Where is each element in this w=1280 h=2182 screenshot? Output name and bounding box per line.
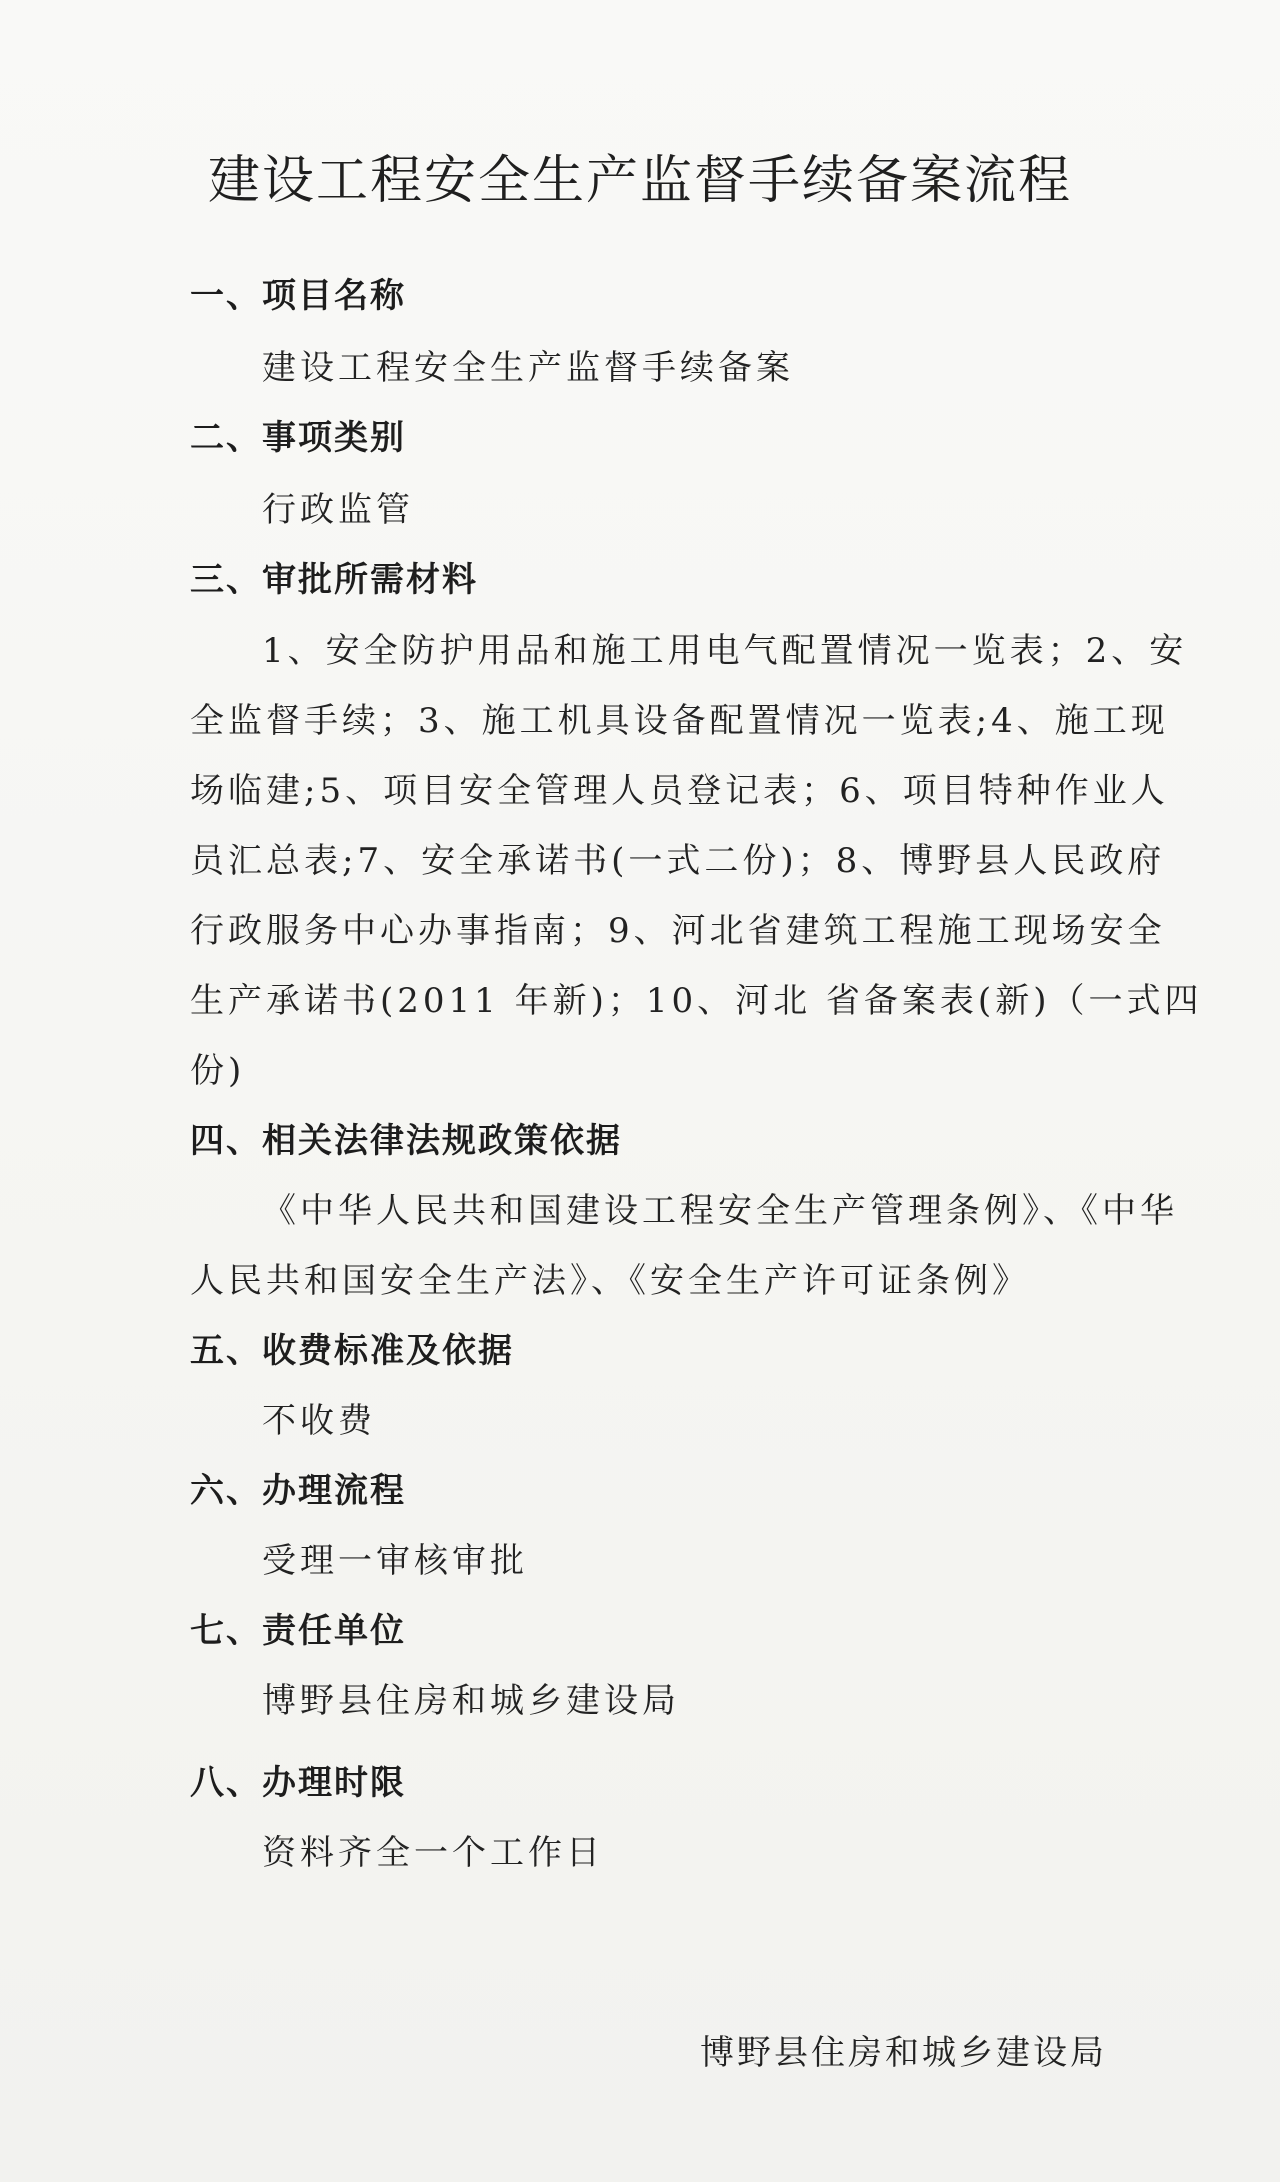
section-content-fees: 不收费 xyxy=(262,1401,376,1441)
section-heading-fees: 五、收费标准及依据 xyxy=(190,1331,514,1371)
materials-line: 场临建;5、项目安全管理人员登记表；6、项目特种作业人 xyxy=(190,771,1169,811)
materials-line: 员汇总表;7、安全承诺书(一式二份)；8、博野县人民政府 xyxy=(190,841,1166,881)
section-content-category: 行政监管 xyxy=(262,490,414,530)
materials-line: 生产承诺书(2011 年新)；10、河北 省备案表(新)（一式四 xyxy=(190,981,1203,1021)
materials-line: 1、安全防护用品和施工用电气配置情况一览表；2、安 xyxy=(262,631,1188,671)
section-heading-process: 六、办理流程 xyxy=(190,1471,406,1511)
document-title: 建设工程安全生产监督手续备案流程 xyxy=(207,151,1072,211)
section-heading-category: 二、事项类别 xyxy=(190,418,406,458)
materials-line: 行政服务中心办事指南；9、河北省建筑工程施工现场安全 xyxy=(190,911,1166,951)
section-content-process: 受理一审核审批 xyxy=(262,1541,528,1581)
signature-issuer: 博野县住房和城乡建设局 xyxy=(700,2033,1107,2073)
section-heading-responsible-unit: 七、责任单位 xyxy=(190,1611,406,1651)
section-heading-materials: 三、审批所需材料 xyxy=(190,560,478,600)
legal-basis-line: 《中华人民共和国建设工程安全生产管理条例》、《中华 xyxy=(262,1191,1178,1231)
materials-line: 全监督手续；3、施工机具设备配置情况一览表;4、施工现 xyxy=(190,701,1169,741)
section-heading-project-name: 一、项目名称 xyxy=(190,276,406,316)
section-content-responsible-unit: 博野县住房和城乡建设局 xyxy=(262,1681,680,1721)
materials-line: 份) xyxy=(190,1051,246,1091)
section-heading-legal-basis: 四、相关法律法规政策依据 xyxy=(190,1121,622,1161)
section-heading-time-limit: 八、办理时限 xyxy=(190,1763,406,1803)
legal-basis-line: 人民共和国安全生产法》、《安全生产许可证条例》 xyxy=(190,1261,1030,1301)
section-content-project-name: 建设工程安全生产监督手续备案 xyxy=(262,348,794,388)
section-content-time-limit: 资料齐全一个工作日 xyxy=(262,1833,604,1873)
